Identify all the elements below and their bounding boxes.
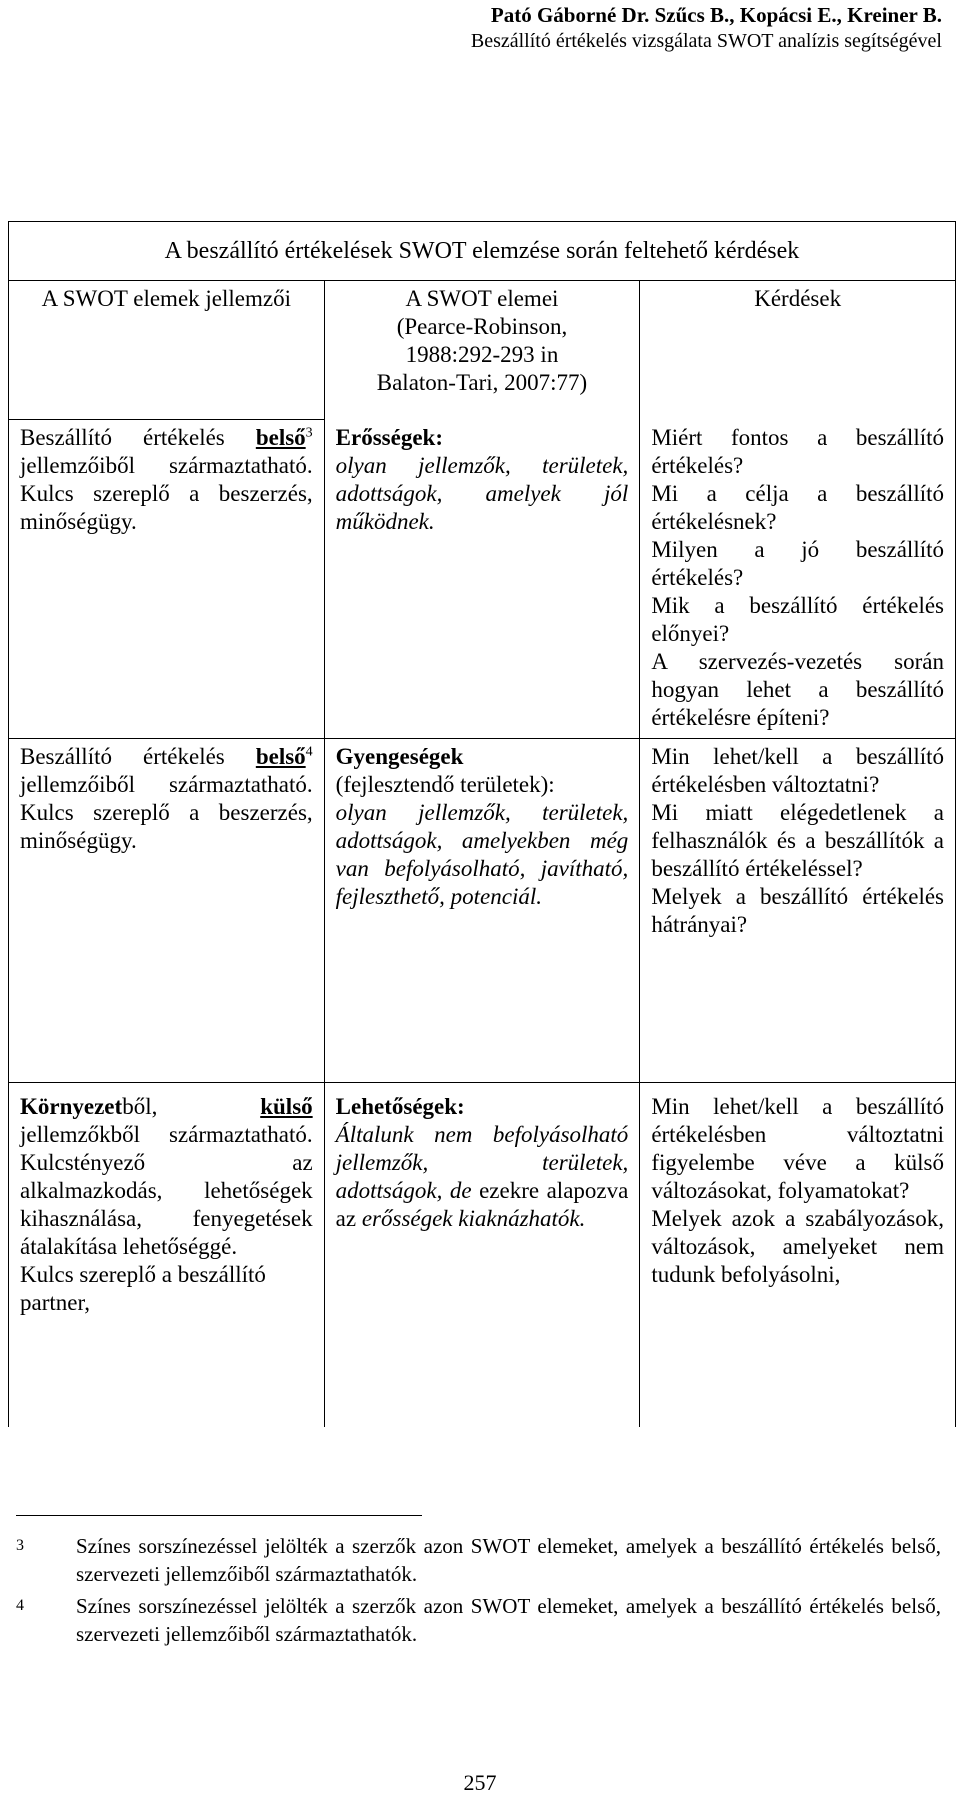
environment-label: Környezet bbox=[20, 1094, 123, 1119]
strengths-heading: Erősségek: bbox=[335, 424, 443, 450]
footnote-number: 4 bbox=[16, 1597, 24, 1614]
opportunities-heading: Lehetőségek: bbox=[335, 1094, 465, 1119]
row-strengths-questions bbox=[640, 420, 956, 739]
opportunities-text-end: erősségek kiaknázhatók. bbox=[361, 1206, 586, 1231]
header-swot-features: A SWOT elemek jellemzői bbox=[9, 281, 325, 420]
table-row bbox=[9, 420, 956, 739]
row-opportunities-features: Környezetből, külső jellemzőkből származtatható. Kulcstényező az alkalmazkodás, lehetőségek kihasználása, fenyegetések átalakítása lehetőséggé. Kulcs szereplő a beszállító partner, bbox=[9, 1083, 325, 1428]
table-row bbox=[9, 739, 956, 1083]
weaknesses-text: olyan jellemzők, területek, adottságok, amelyekben még van befolyásolható, javítható, fejleszthető, potenciál. bbox=[335, 800, 629, 909]
strengths-text: olyan jellemzők, területek, adottságok, amelyek jól működnek. bbox=[335, 452, 629, 534]
row-strengths-features: Beszállító értékelés belső$^3$ jellemzőiből származtatható. Kulcs szereplő a beszerzés, minőségügy. bbox=[9, 420, 325, 739]
row-weaknesses-element bbox=[324, 739, 640, 1083]
external-label: külső bbox=[260, 1094, 313, 1119]
table-row bbox=[9, 1083, 956, 1428]
footnote-number: 3 bbox=[16, 1537, 24, 1554]
list-item: Min lehet/kell a beszállító értékelésben változtatni figyelembe véve a külső változásokat, folyamatokat? bbox=[651, 1094, 944, 1203]
list-item: A szervezés-vezetés során hogyan lehet a beszállító értékelésre építeni? bbox=[651, 648, 944, 730]
footnote-divider bbox=[16, 1515, 422, 1516]
row-opportunities-element bbox=[324, 1083, 640, 1428]
swot-table bbox=[8, 221, 956, 1427]
footnote-ref-4: 4 bbox=[305, 744, 313, 760]
running-header bbox=[471, 2, 942, 54]
footnote-3 bbox=[16, 1532, 941, 1588]
weaknesses-subheading: (fejlesztendő területek): bbox=[335, 772, 555, 797]
header-authors: Pató Gáborné Dr. Szűcs B., Kopácsi E., Kreiner B. bbox=[490, 3, 942, 27]
list-item: Mi a célja a beszállító értékelésnek? bbox=[651, 480, 944, 534]
footnote-4 bbox=[16, 1592, 941, 1648]
opportunities-plain-text: ezekre alapozva az bbox=[335, 1178, 629, 1231]
table-header-row bbox=[9, 281, 956, 420]
list-item: Min lehet/kell a beszállító értékelésben változtatni? bbox=[651, 744, 944, 797]
footnote-ref-3: 3 bbox=[305, 425, 313, 441]
opportunities-text: Általunk nem befolyásolható jellemzők, területek, adottságok, de bbox=[335, 1122, 629, 1203]
page-number: 257 bbox=[463, 1770, 497, 1795]
header-questions: Kérdések bbox=[640, 281, 956, 420]
row-strengths-element bbox=[324, 420, 640, 739]
header-subtitle: Beszállító értékelés vizsgálata SWOT analízis segítségével bbox=[470, 30, 942, 52]
internal-label: belső bbox=[255, 744, 306, 769]
footnote-text: Színes sorszínezéssel jelölték a szerzők azon SWOT elemeket, amelyek a beszállító értékelés belső, szervezeti jellemzőiből származtathatók. bbox=[76, 1534, 941, 1586]
list-item: Mi miatt elégedetlenek a felhasználók és a beszállítók a beszállító értékeléssel? bbox=[651, 800, 944, 881]
list-item: Melyek a beszállító értékelés hátrányai? bbox=[651, 884, 944, 937]
list-item: Milyen a jó beszállító értékelés? bbox=[651, 536, 944, 590]
header-swot-elements: A SWOT elemei (Pearce-Robinson, 1988:292-293 in Balaton-Tari, 2007:77) bbox=[324, 281, 640, 420]
list-item: Miért fontos a beszállító értékelés? bbox=[651, 424, 944, 478]
weaknesses-heading: Gyengeségek bbox=[335, 744, 464, 769]
row-weaknesses-features: Beszállító értékelés belső$^4$ jellemzőiből származtatható. Kulcs szereplő a beszerzés, minőségügy. bbox=[9, 739, 325, 1083]
footnote-text: Színes sorszínezéssel jelölték a szerzők azon SWOT elemeket, amelyek a beszállító értékelés belső, szervezeti jellemzőiből származtathatók. bbox=[76, 1594, 941, 1646]
internal-label: belső bbox=[255, 425, 306, 450]
table-title: A beszállító értékelések SWOT elemzése során feltehető kérdések bbox=[9, 222, 956, 281]
table-title-row bbox=[9, 222, 956, 281]
list-item: Melyek azok a szabályozások, változások, amelyeket nem tudunk befolyásolni, bbox=[651, 1206, 944, 1287]
list-item: Mik a beszállító értékelés előnyei? bbox=[651, 592, 944, 646]
row-weaknesses-questions bbox=[640, 739, 956, 1083]
row-opportunities-questions bbox=[640, 1083, 956, 1428]
